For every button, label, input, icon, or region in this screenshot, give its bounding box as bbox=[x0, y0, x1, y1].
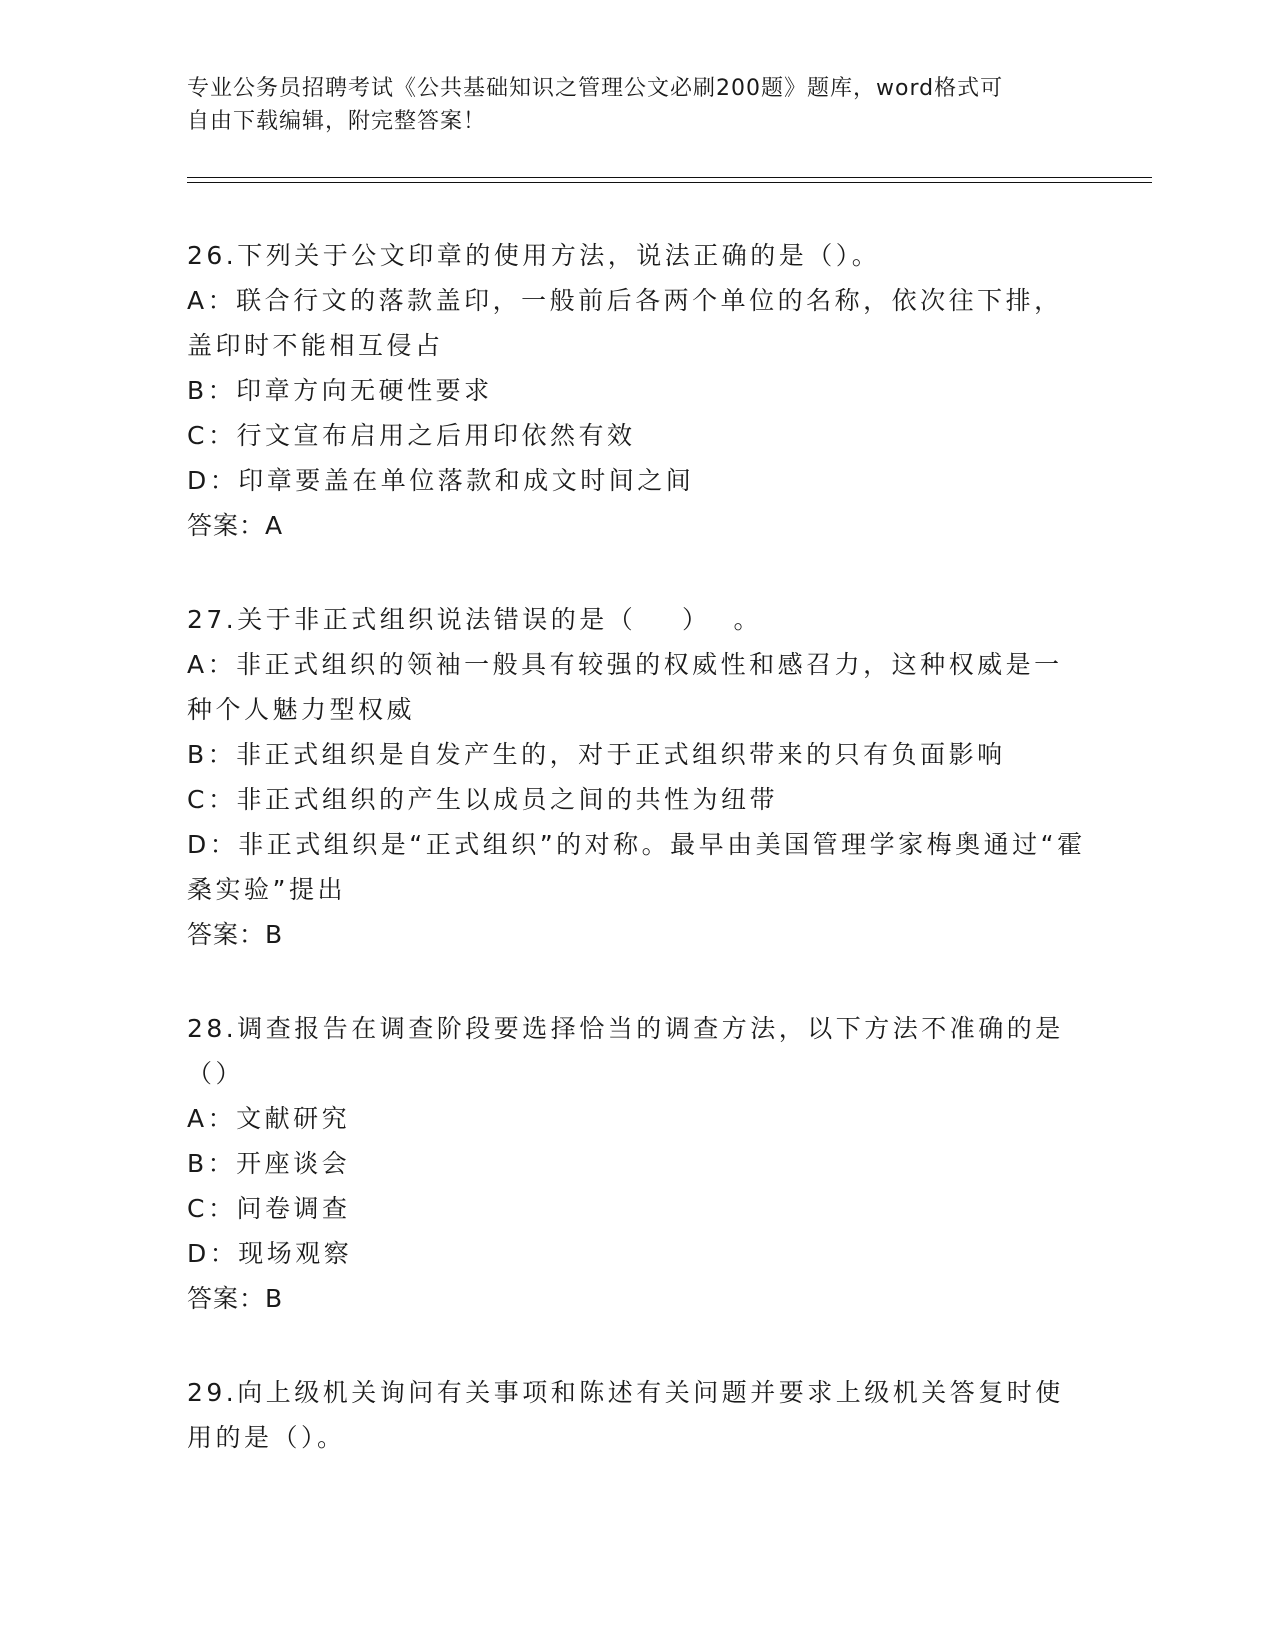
question-list bbox=[187, 233, 1087, 1509]
header-divider-top bbox=[187, 177, 1152, 178]
question-stem: 29.向上级机关询问有关事项和陈述有关问题并要求上级机关答复时使用的是（）。 bbox=[187, 1378, 1064, 1452]
header-line-2: 自由下载编辑，附完整答案！ bbox=[187, 109, 487, 134]
header-divider-bottom bbox=[187, 182, 1152, 183]
answer: 答案：A bbox=[187, 511, 284, 540]
option-d: D：非正式组织是“正式组织”的对称。最早由美国管理学家梅奥通过“霍桑实验”提出 bbox=[187, 830, 1086, 904]
option-b: B：印章方向无硬性要求 bbox=[187, 376, 493, 405]
question-28 bbox=[187, 1006, 1087, 1321]
answer: 答案：B bbox=[187, 1284, 284, 1313]
option-a: A：文献研究 bbox=[187, 1104, 351, 1133]
question-29 bbox=[187, 1370, 1087, 1460]
question-stem: 27.关于非正式组织说法错误的是（ ） 。 bbox=[187, 605, 762, 634]
question-27 bbox=[187, 597, 1087, 957]
answer: 答案：B bbox=[187, 920, 284, 949]
option-a: A：非正式组织的领袖一般具有较强的权威性和感召力，这种权威是一种个人魅力型权威 bbox=[187, 650, 1063, 724]
option-a: A：联合行文的落款盖印，一般前后各两个单位的名称，依次往下排，盖印时不能相互侵占 bbox=[187, 286, 1063, 360]
option-c: C：行文宣布启用之后用印依然有效 bbox=[187, 421, 636, 450]
header-line-1: 专业公务员招聘考试《公共基础知识之管理公文必刷200题》题库，word格式可 bbox=[187, 76, 1004, 101]
option-d: D：印章要盖在单位落款和成文时间之间 bbox=[187, 466, 695, 495]
option-b: B：非正式组织是自发产生的，对于正式组织带来的只有负面影响 bbox=[187, 740, 1006, 769]
option-c: C：问卷调查 bbox=[187, 1194, 351, 1223]
question-stem: 26.下列关于公文印章的使用方法，说法正确的是（）。 bbox=[187, 241, 881, 270]
document-header bbox=[187, 72, 1067, 138]
question-26 bbox=[187, 233, 1087, 548]
option-d: D：现场观察 bbox=[187, 1239, 353, 1268]
option-c: C：非正式组织的产生以成员之间的共性为纽带 bbox=[187, 785, 778, 814]
question-stem: 28.调查报告在调查阶段要选择恰当的调查方法，以下方法不准确的是（） bbox=[187, 1014, 1064, 1088]
option-b: B：开座谈会 bbox=[187, 1149, 351, 1178]
